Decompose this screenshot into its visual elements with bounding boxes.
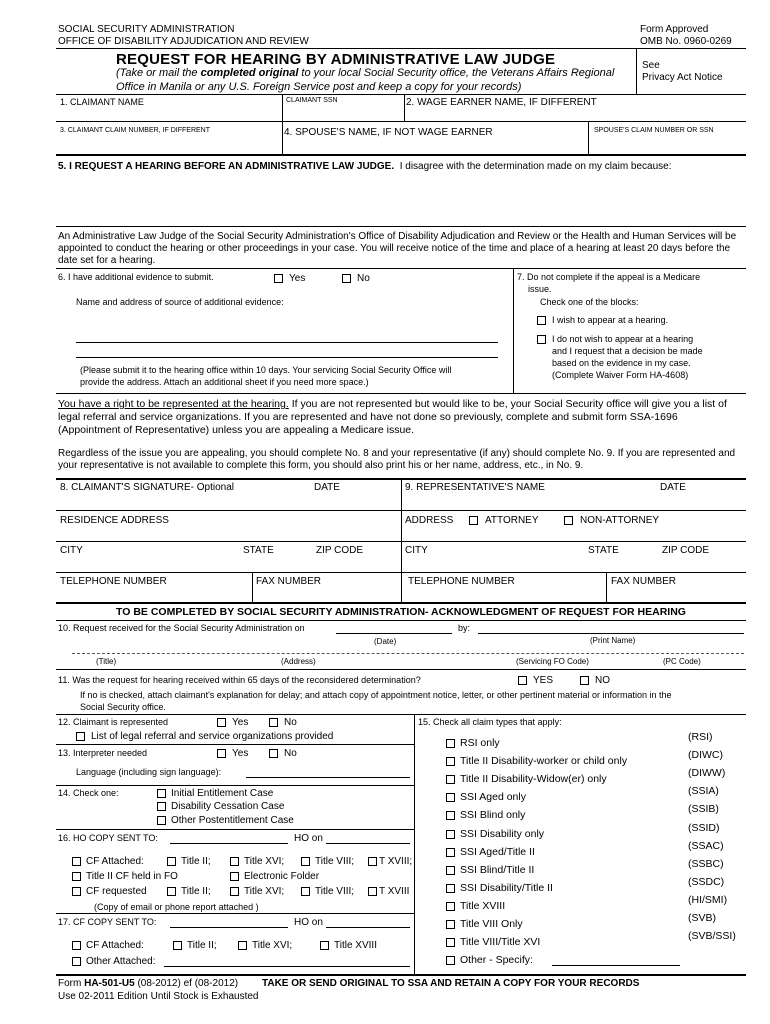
- evidence-source-label: Name and address of source of additional evidence:: [76, 297, 284, 307]
- rep-fax-label: FAX NUMBER: [611, 576, 677, 587]
- cf-attached-label: CF Attached:: [86, 856, 144, 867]
- cf17-title2-checkbox[interactable]: [173, 941, 182, 950]
- item11-note-line1: If no is checked, attach claimant's explanation for delay; and attach copy of appointment notice, letter, or other pertinent material or information in the: [80, 690, 672, 700]
- item12-label: 12. Claimant is represented: [58, 717, 169, 727]
- cf-title2-checkbox[interactable]: [167, 857, 176, 866]
- servicing-fo-caption: (Servicing FO Code): [516, 657, 589, 666]
- claim-number-label: 3. CLAIMANT CLAIM NUMBER, IF DIFFERENT: [60, 127, 210, 134]
- claim-type-label: RSI only: [460, 737, 500, 749]
- claimant-date-label: DATE: [314, 482, 340, 493]
- language-label: Language (including sign language):: [76, 767, 222, 777]
- regardless-line1: Regardless of the issue you are appealing, you should complete No. 8 and your representative (if any) should complete No. 9. If you are represented and: [58, 448, 736, 459]
- item10-date-line[interactable]: [336, 633, 452, 634]
- omb-number: OMB No. 0960-0269: [640, 36, 732, 47]
- title-caption: (Title): [96, 657, 117, 666]
- claim-type-code: (SSBC): [688, 858, 724, 870]
- pc-code-caption: (PC Code): [663, 657, 701, 666]
- see-text: See: [642, 60, 660, 71]
- item14-label: 14. Check one:: [58, 788, 119, 798]
- ssa-section-heading: TO BE COMPLETED BY SOCIAL SECURITY ADMINISTRATION- ACKNOWLEDGMENT OF REQUEST FOR HEARING: [116, 606, 686, 618]
- claim-type-checkbox[interactable]: [446, 848, 455, 857]
- item7-line2: issue.: [528, 284, 552, 294]
- item15-label: 15. Check all claim types that apply:: [418, 717, 562, 727]
- legal-referral-checkbox[interactable]: [76, 732, 85, 741]
- residence-address-label: RESIDENCE ADDRESS: [60, 515, 169, 526]
- claim-type-code: (HI/SMI): [688, 894, 728, 906]
- instructions-line2: Office in Manila or any U.S. Foreign Service post and keep a copy for your records): [116, 81, 522, 93]
- other-attached-line[interactable]: [164, 966, 410, 967]
- claimant-telephone-label: TELEPHONE NUMBER: [60, 576, 167, 587]
- waive-hearing-line4: (Complete Waiver Form HA-4608): [552, 370, 689, 380]
- spouse-name-label: 4. SPOUSE'S NAME, IF NOT WAGE EARNER: [284, 127, 493, 138]
- item10-label: 10. Request received for the Social Security Administration on: [58, 623, 305, 633]
- rep-zip-label: ZIP CODE: [662, 545, 710, 556]
- cf17-attached-checkbox[interactable]: [72, 941, 81, 950]
- appear-hearing-checkbox[interactable]: [537, 316, 546, 325]
- claim-type-label: SSI Aged/Title II: [460, 846, 535, 858]
- cf17-attached-label: CF Attached:: [86, 940, 144, 951]
- claim-type-label: Title XVIII: [460, 900, 506, 912]
- cf-title8-checkbox[interactable]: [301, 857, 310, 866]
- postentitlement-checkbox[interactable]: [157, 816, 166, 825]
- cf-requested-label: CF requested: [86, 886, 147, 897]
- item12-yes-label: Yes: [232, 717, 249, 728]
- item11-no-checkbox[interactable]: [580, 676, 589, 685]
- item6-yes-checkbox[interactable]: [274, 274, 283, 283]
- waive-hearing-line2: and I request that a decision be made: [552, 346, 703, 356]
- item17-sent-to-line[interactable]: [170, 927, 288, 928]
- claim-type-code: (SSAC): [688, 840, 724, 852]
- legal-referral-label: List of legal referral and service organizations provided: [91, 731, 334, 742]
- edition-note: Use 02-2011 Edition Until Stock is Exhausted: [58, 991, 259, 1002]
- item13-yes-checkbox[interactable]: [217, 749, 226, 758]
- claim-type-label: SSI Disability only: [460, 828, 545, 840]
- disability-cessation-label: Disability Cessation Case: [171, 801, 285, 812]
- claimant-state-label: STATE: [243, 545, 274, 556]
- claim-type-checkbox[interactable]: [446, 920, 455, 929]
- other-attached-checkbox[interactable]: [72, 957, 81, 966]
- item11-no-label: NO: [595, 675, 610, 686]
- other-specify-line[interactable]: [552, 965, 680, 966]
- req-title16-label: Title XVI;: [244, 886, 285, 897]
- privacy-act-link[interactable]: Privacy Act Notice: [642, 72, 723, 83]
- item13-no-label: No: [284, 748, 297, 759]
- item6-yes-label: Yes: [289, 273, 306, 284]
- postentitlement-label: Other Postentitlement Case: [171, 815, 294, 826]
- evidence-note-line1: (Please submit it to the hearing office within 10 days. Your servicing Social Security Office will: [80, 365, 452, 375]
- claim-type-label: SSI Blind only: [460, 809, 526, 821]
- item17-date-line[interactable]: [326, 927, 410, 928]
- representation-line1: You have a right to be represented at the hearing. If you are not represented but would like to be, your Social Security office will give you a list of: [58, 398, 727, 410]
- cf-title8-label: Title VIII;: [315, 856, 355, 867]
- claim-type-code: (RSI): [688, 731, 713, 743]
- agency-name: SOCIAL SECURITY ADMINISTRATION: [58, 24, 235, 35]
- representation-line3: (Appointment of Representative) unless you are appealing a Medicare issue.: [58, 424, 415, 436]
- item6-no-checkbox[interactable]: [342, 274, 351, 283]
- item17-label: 17. CF COPY SENT TO:: [58, 917, 157, 927]
- claim-type-checkbox[interactable]: [446, 902, 455, 911]
- item11-label: 11. Was the request for hearing received within 65 days of the reconsidered determination?: [58, 675, 421, 685]
- req-title18-label: T XVIII: [379, 886, 410, 897]
- evidence-note-line2: provide the address. Attach an additional sheet if you need more space.): [80, 377, 369, 387]
- claim-type-label: Title II Disability-Widow(er) only: [460, 773, 607, 785]
- item11-note-line2: Social Security office.: [80, 702, 166, 712]
- regardless-line2: your representative is not available to complete this form, you should also print his or her name, address, etc., in No. 9.: [58, 460, 584, 471]
- attorney-checkbox[interactable]: [469, 516, 478, 525]
- instructions-line1: (Take or mail the completed original to your local Social Security office, the Veterans Affairs Regional: [116, 67, 615, 79]
- item16-ho-on: HO on: [294, 833, 323, 844]
- alj-notice-line3: date set for a hearing.: [58, 255, 156, 266]
- waive-hearing-checkbox[interactable]: [537, 335, 546, 344]
- item17-ho-on: HO on: [294, 917, 323, 928]
- item10-by-line[interactable]: [478, 633, 744, 634]
- claim-type-code: (DIWC): [688, 749, 723, 761]
- representative-name-label: 9. REPRESENTATIVE'S NAME: [405, 482, 545, 493]
- item7-line3: Check one of the blocks:: [540, 297, 639, 307]
- claim-type-label: Other - Specify:: [460, 954, 533, 966]
- cf-requested-checkbox[interactable]: [72, 887, 81, 896]
- representative-date-label: DATE: [660, 482, 686, 493]
- claim-type-checkbox[interactable]: [446, 866, 455, 875]
- item11-yes-label: YES: [533, 675, 554, 686]
- waive-hearing-line1: I do not wish to appear at a hearing: [552, 334, 694, 344]
- alj-notice-line1: An Administrative Law Judge of the Social Security Administration's Office of Disability Adjudication and Review or the Health and Human Services will be: [58, 231, 737, 242]
- claim-type-checkbox[interactable]: [446, 757, 455, 766]
- item6-no-label: No: [357, 273, 370, 284]
- title2-cf-fo-label: Title II CF held in FO: [86, 871, 178, 882]
- wage-earner-label: 2. WAGE EARNER NAME, IF DIFFERENT: [406, 97, 597, 108]
- appear-hearing-label: I wish to appear at a hearing.: [552, 315, 669, 325]
- rep-telephone-label: TELEPHONE NUMBER: [408, 576, 515, 587]
- claim-type-label: SSI Aged only: [460, 791, 526, 803]
- claim-type-code: (SSDC): [688, 876, 725, 888]
- cf17-title18-label: Title XVIII: [334, 940, 377, 951]
- claim-type-code: (SSID): [688, 822, 720, 834]
- claim-type-checkbox[interactable]: [446, 775, 455, 784]
- language-input-line[interactable]: [246, 777, 410, 778]
- waive-hearing-line3: based on the evidence in my case.: [552, 358, 691, 368]
- req-title2-label: Title II;: [181, 886, 211, 897]
- claim-type-code: (SSIA): [688, 785, 719, 797]
- rep-address-label: ADDRESS: [405, 515, 454, 526]
- claim-type-label: Title VIII Only: [460, 918, 523, 930]
- cf-attached-checkbox[interactable]: [72, 857, 81, 866]
- cf-title2-label: Title II;: [181, 856, 211, 867]
- non-attorney-checkbox[interactable]: [564, 516, 573, 525]
- item13-label: 13. Interpreter needed: [58, 748, 148, 758]
- item16-label: 16. HO COPY SENT TO:: [58, 833, 158, 843]
- item16-date-line[interactable]: [326, 843, 410, 844]
- cf-title18-label: T XVIII;: [379, 856, 413, 867]
- rep-city-label: CITY: [405, 545, 428, 556]
- req-title8-label: Title VIII;: [315, 886, 355, 897]
- req-title2-checkbox[interactable]: [167, 887, 176, 896]
- cf17-title18-checkbox[interactable]: [320, 941, 329, 950]
- req-title16-checkbox[interactable]: [230, 887, 239, 896]
- item13-yes-label: Yes: [232, 748, 249, 759]
- cf17-title16-label: Title XVI;: [252, 940, 293, 951]
- cf-title16-label: Title XVI;: [244, 856, 285, 867]
- attorney-label: ATTORNEY: [485, 515, 539, 526]
- claim-type-checkbox[interactable]: [446, 793, 455, 802]
- claim-type-checkbox[interactable]: [446, 938, 455, 947]
- claim-type-checkbox[interactable]: [446, 956, 455, 965]
- claimant-zip-label: ZIP CODE: [316, 545, 364, 556]
- evidence-source-line1[interactable]: [76, 342, 498, 343]
- form-approved: Form Approved: [640, 24, 709, 35]
- item11-yes-checkbox[interactable]: [518, 676, 527, 685]
- claim-type-checkbox[interactable]: [446, 830, 455, 839]
- footer-instruction: TAKE OR SEND ORIGINAL TO SSA AND RETAIN A COPY FOR YOUR RECORDS: [262, 978, 640, 989]
- representation-line2: legal referral and service organizations. If you are represented and have not done so previously, complete and submit form SSA-1696: [58, 411, 678, 423]
- item16-sent-to-line[interactable]: [170, 843, 288, 844]
- claimant-name-label: 1. CLAIMANT NAME: [60, 97, 144, 107]
- initial-entitlement-checkbox[interactable]: [157, 789, 166, 798]
- other-attached-label: Other Attached:: [86, 956, 156, 967]
- claimant-city-label: CITY: [60, 545, 83, 556]
- evidence-source-line2[interactable]: [76, 357, 498, 358]
- item5-text: 5. I REQUEST A HEARING BEFORE AN ADMINISTRATIVE LAW JUDGE. I disagree with the determination made on my claim because:: [58, 161, 672, 172]
- cf-title18-checkbox[interactable]: [368, 857, 377, 866]
- copy-note: (Copy of email or phone report attached ): [94, 902, 259, 912]
- claim-type-label: Title VIII/Title XVI: [460, 936, 541, 948]
- form-number: Form HA-501-U5 (08-2012) ef (08-2012): [58, 978, 239, 989]
- claimant-fax-label: FAX NUMBER: [256, 576, 322, 587]
- cf17-title16-checkbox[interactable]: [238, 941, 247, 950]
- cf-title16-checkbox[interactable]: [230, 857, 239, 866]
- address-caption: (Address): [281, 657, 316, 666]
- claim-type-checkbox[interactable]: [446, 739, 455, 748]
- item10-by: by:: [458, 623, 471, 633]
- claim-type-code: (DIWW): [688, 767, 726, 779]
- claim-type-label: Title II Disability-worker or child only: [460, 755, 628, 767]
- claimant-ssn-label: CLAIMANT SSN: [286, 97, 338, 104]
- title-address-line[interactable]: [72, 653, 744, 654]
- req-title18-checkbox[interactable]: [368, 887, 377, 896]
- alj-notice-line2: appointed to conduct the hearing or other proceedings in your case. You will receive notice of the time and place of a hearing at least 20 days before the: [58, 243, 731, 254]
- initial-entitlement-label: Initial Entitlement Case: [171, 788, 274, 799]
- claim-type-code: (SSIB): [688, 803, 719, 815]
- req-title8-checkbox[interactable]: [301, 887, 310, 896]
- claim-type-checkbox[interactable]: [446, 884, 455, 893]
- office-name: OFFICE OF DISABILITY ADJUDICATION AND REVIEW: [58, 36, 309, 47]
- claim-type-checkbox[interactable]: [446, 811, 455, 820]
- item6-label: 6. I have additional evidence to submit.: [58, 272, 214, 282]
- item7-line1: 7. Do not complete if the appeal is a Medicare: [517, 272, 701, 282]
- cf17-title2-label: Title II;: [187, 940, 217, 951]
- non-attorney-label: NON-ATTORNEY: [580, 515, 660, 526]
- electronic-folder-checkbox[interactable]: [230, 872, 239, 881]
- print-name-caption: (Print Name): [590, 636, 636, 645]
- claimant-signature-label: 8. CLAIMANT'S SIGNATURE- Optional: [60, 482, 234, 493]
- electronic-folder-label: Electronic Folder: [244, 871, 320, 882]
- claim-type-label: SSI Blind/Title II: [460, 864, 535, 876]
- rep-state-label: STATE: [588, 545, 619, 556]
- item13-no-checkbox[interactable]: [269, 749, 278, 758]
- claim-type-code: (SVB/SSI): [688, 930, 736, 942]
- item12-no-label: No: [284, 717, 297, 728]
- disability-cessation-checkbox[interactable]: [157, 802, 166, 811]
- item12-no-checkbox[interactable]: [269, 718, 278, 727]
- claim-type-code: (SVB): [688, 912, 717, 924]
- date-caption: (Date): [374, 637, 397, 646]
- disagreement-reason-area[interactable]: [56, 174, 746, 226]
- form-title: REQUEST FOR HEARING BY ADMINISTRATIVE LAW JUDGE: [116, 51, 556, 68]
- title2-cf-fo-checkbox[interactable]: [72, 872, 81, 881]
- spouse-claim-label: SPOUSE'S CLAIM NUMBER OR SSN: [594, 127, 714, 134]
- claim-type-label: SSI Disability/Title II: [460, 882, 553, 894]
- item12-yes-checkbox[interactable]: [217, 718, 226, 727]
